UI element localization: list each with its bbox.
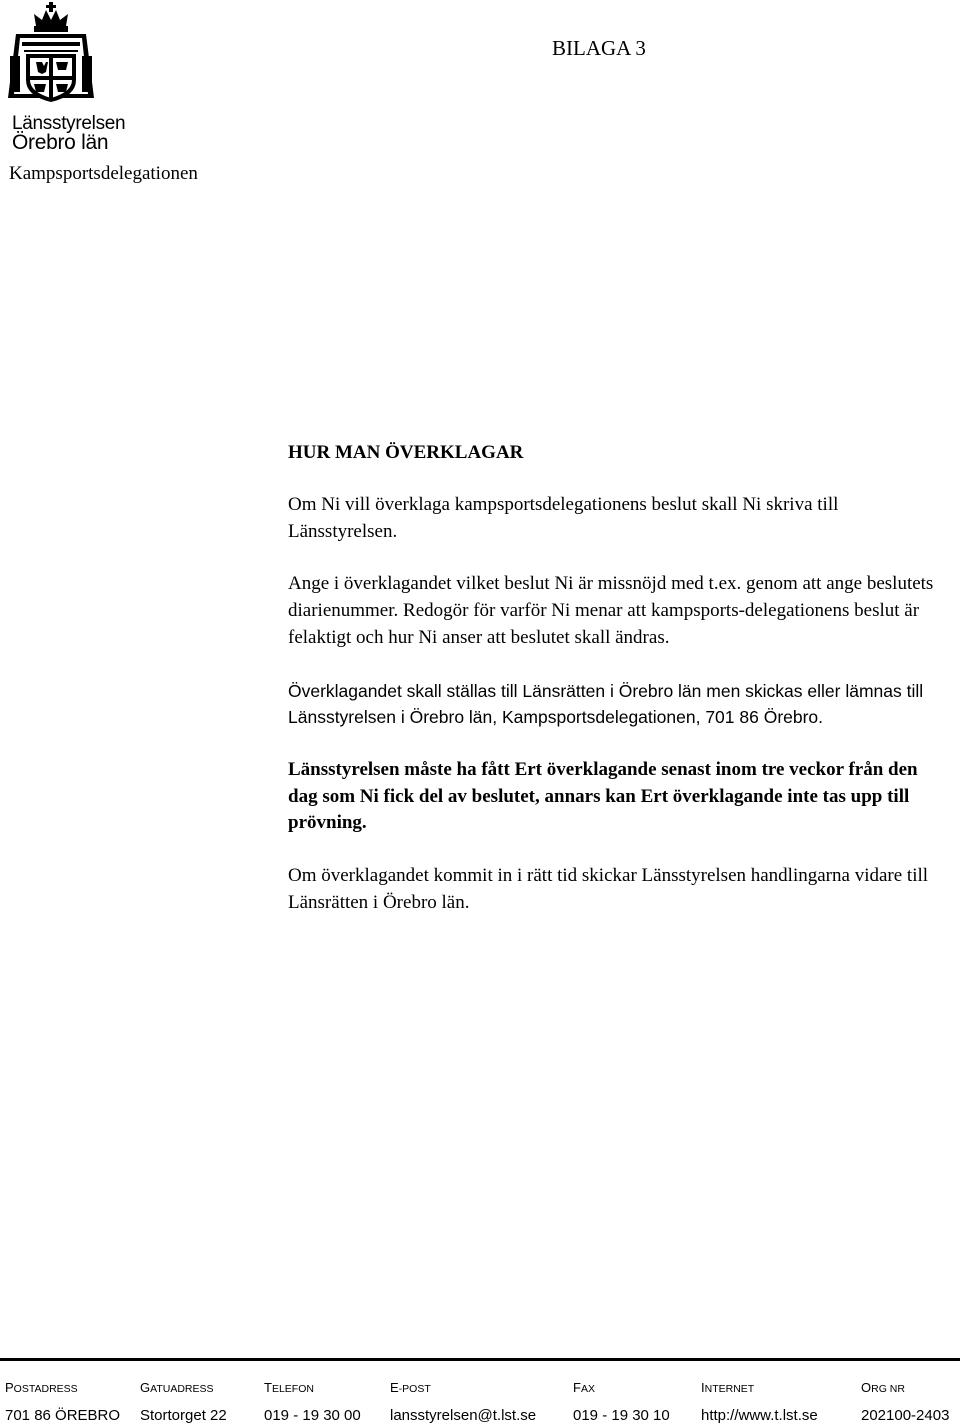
footer-value: 202100-2403 [861,1407,950,1424]
logo-text-lansstyrelsen: Länsstyrelsen [12,113,126,134]
document-body [288,440,938,942]
footer-label: GATUADRESS [140,1380,214,1395]
lansstyrelsen-logo [8,0,126,160]
attachment-label: BILAGA 3 [552,36,646,60]
footer-label: TELEFON [264,1380,314,1395]
heading-appeal-instructions: HUR MAN ÖVERKLAGAR [288,442,524,463]
footer-website-link[interactable]: http://www.t.lst.se [701,1407,818,1424]
paragraph-deadline: Länsstyrelsen måste ha fått Ert överklagande senast inom tre veckor från den dag som Ni fick del av beslutet, annars kan Ert överklagande inte tas upp till prövning. [288,758,918,834]
footer-email [390,1378,536,1425]
footer-divider [0,1358,960,1361]
paragraph-appeal-address: Överklagandet skall ställas till Länsrätten i Örebro län men skickas eller lämnas till Länsstyrelsen i Örebro län, Kampsportsdelegationen, 701 86 Örebro. [288,680,924,728]
footer-street-address [140,1378,227,1425]
footer-value: 019 - 19 30 10 [573,1407,670,1424]
footer-label: POSTADRESS [5,1380,78,1395]
paragraph-how-to-appeal: Om Ni vill överklaga kampsportsdelegationens beslut skall Ni skriva till Länsstyrelsen. [288,494,839,542]
footer-label: E-POST [390,1380,431,1395]
footer-label: FAX [573,1380,595,1395]
footer-value: 019 - 19 30 00 [264,1407,361,1424]
footer-fax [573,1378,670,1425]
footer-phone [264,1378,361,1425]
footer-value: Stortorget 22 [140,1407,227,1424]
issuing-unit: Kampsportsdelegationen [9,163,198,184]
logo-text-county: Örebro län [12,131,109,154]
footer-label: ORG NR [861,1380,905,1395]
footer-email-link[interactable]: lansstyrelsen@t.lst.se [390,1407,537,1424]
footer-label: INTERNET [701,1380,755,1395]
footer-postal-address [5,1378,120,1425]
paragraph-forwarding: Om överklagandet kommit in i rätt tid skickar Länsstyrelsen handlingarna vidare till Länsrätten i Örebro län. [288,865,929,913]
footer-internet [701,1378,818,1425]
footer-value: 701 86 ÖREBRO [5,1407,121,1424]
footer-org-number [861,1378,949,1425]
coat-of-arms-icon [8,0,120,112]
paragraph-appeal-content: Ange i överklagandet vilket beslut Ni är missnöjd med t.ex. genom att ange beslutets diarienummer. Redogör för varför Ni menar att kampsports-delegationens beslut är felaktigt och hur Ni anser att beslutet skall ändras. [288,573,934,648]
